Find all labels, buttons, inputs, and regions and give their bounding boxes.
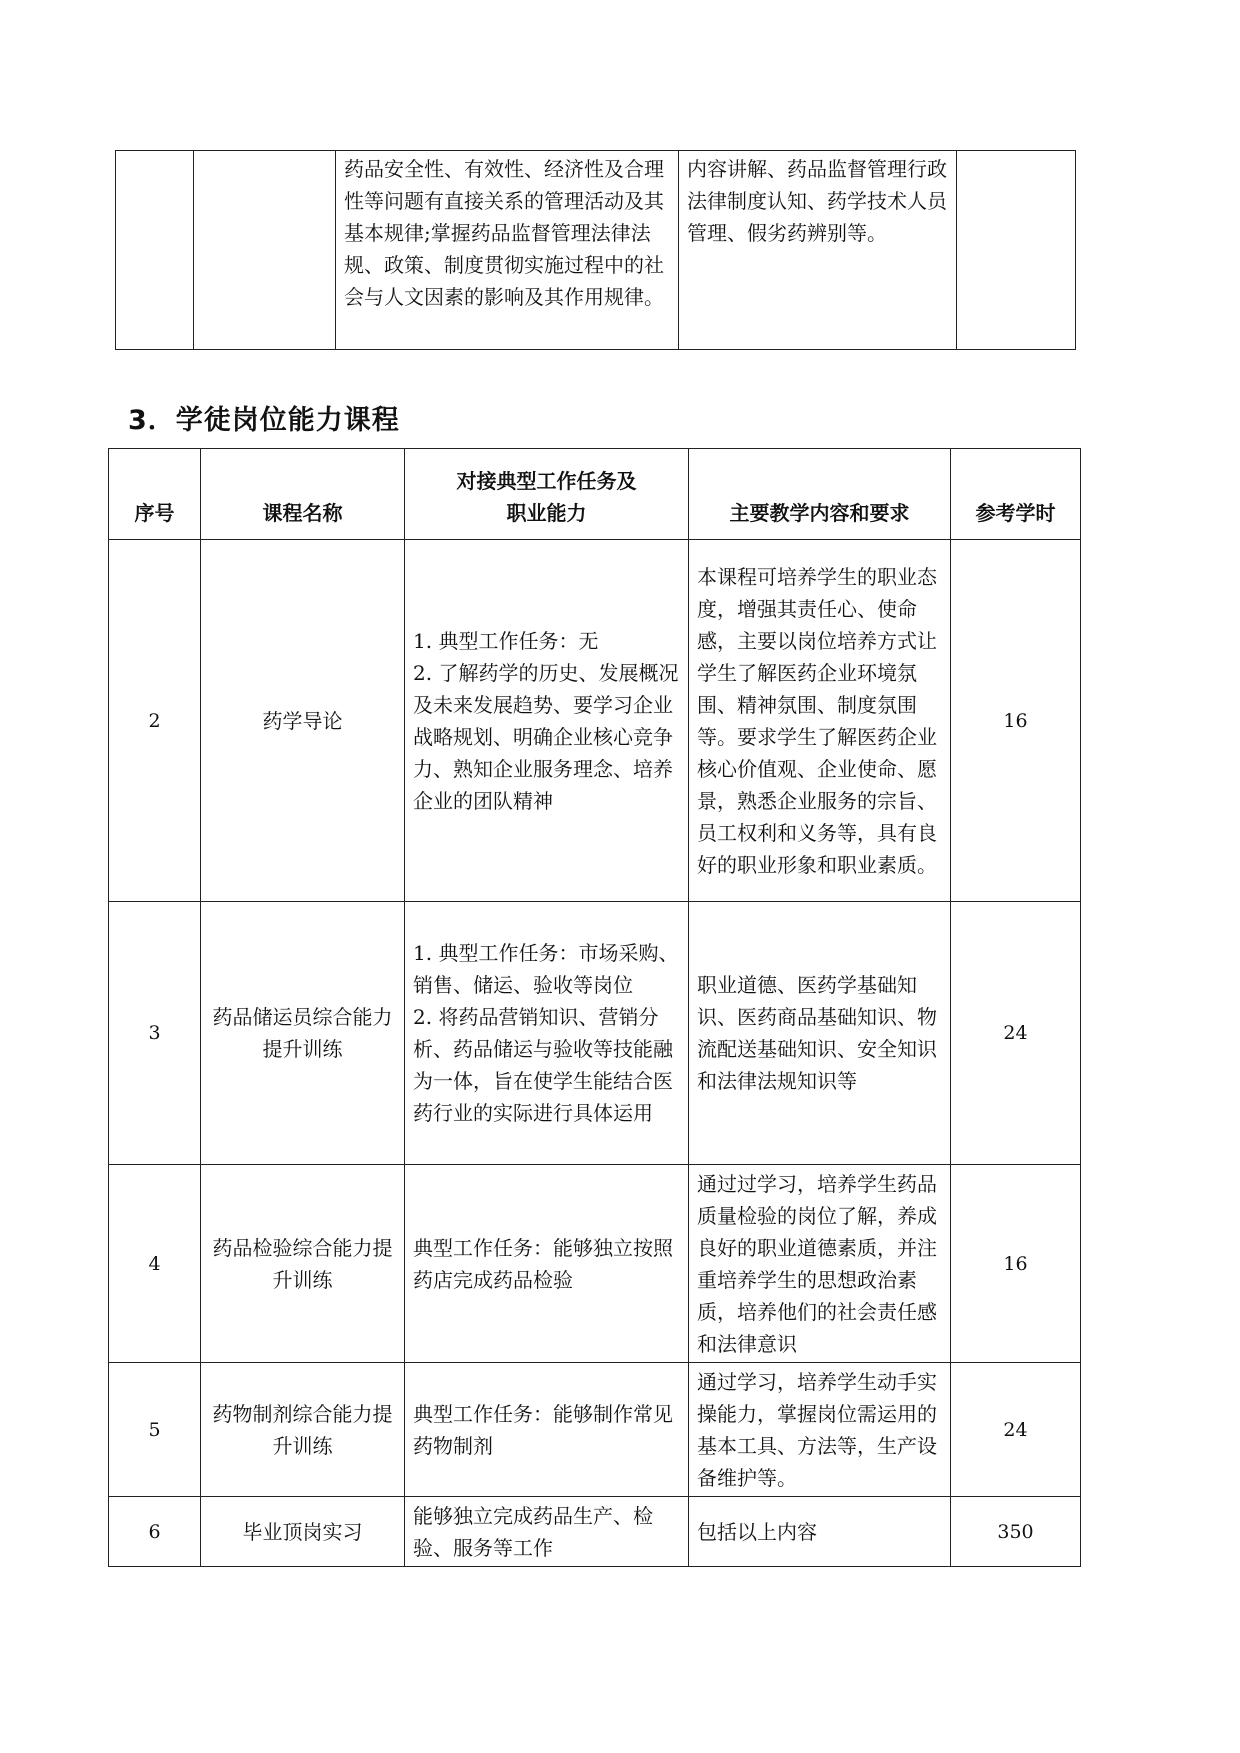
course-name-cell: 药品储运员综合能力提升训练: [201, 902, 405, 1165]
course-name-cell: 毕业顶岗实习: [201, 1497, 405, 1567]
seq-cell: 3: [109, 902, 201, 1165]
hours-cell: 350: [951, 1497, 1081, 1567]
continued-content-cell: 内容讲解、药品监督管理行政法律制度认知、药学技术人员管理、假劣药辨别等。: [679, 151, 957, 350]
content-cell: 本课程可培养学生的职业态度，增强其责任心、使命感，主要以岗位培养方式让学生了解医药企业环境氛围、精神氛围、制度氛围等。要求学生了解医药企业核心价值观、企业使命、愿景，熟悉企业服务的宗旨、员工权利和义务等，具有良好的职业形象和职业素质。: [689, 540, 951, 902]
table-row: [116, 151, 1076, 350]
continued-task-cell: 药品安全性、有效性、经济性及合理性等问题有直接关系的管理活动及其基本规律;掌握药品监督管理法律法规、政策、制度贯彻实施过程中的社会与人文因素的影响及其作用规律。: [336, 151, 679, 350]
content-cell: 职业道德、医药学基础知识、医药商品基础知识、物流配送基础知识、安全知识和法律法规知识等: [689, 902, 951, 1165]
course-name-cell: 药学导论: [201, 540, 405, 902]
header-seq: 序号: [109, 449, 201, 540]
seq-cell: 2: [109, 540, 201, 902]
task-cell: 1. 典型工作任务：无 2. 了解药学的历史、发展概况及未来发展趋势、要学习企业战略规划、明确企业核心竞争力、熟知企业服务理念、培养企业的团队精神: [405, 540, 689, 902]
hours-cell: 24: [951, 902, 1081, 1165]
header-task: 对接典型工作任务及 职业能力: [405, 449, 689, 540]
section-title: 3．学徒岗位能力课程: [128, 405, 400, 436]
table-header-row: [109, 449, 1081, 540]
table-row: [109, 902, 1081, 1165]
header-course-name: 课程名称: [201, 449, 405, 540]
task-cell: 1. 典型工作任务：市场采购、销售、储运、验收等岗位 2. 将药品营销知识、营销分析、药品储运与验收等技能融为一体，旨在使学生能结合医药行业的实际进行具体运用: [405, 902, 689, 1165]
table-row: [109, 1497, 1081, 1567]
hours-cell: 16: [951, 540, 1081, 902]
hours-cell: 24: [951, 1363, 1081, 1497]
seq-cell: 6: [109, 1497, 201, 1567]
continued-hours-cell: [957, 151, 1076, 350]
task-cell: 典型工作任务：能够制作常见药物制剂: [405, 1363, 689, 1497]
seq-cell: 4: [109, 1165, 201, 1363]
course-table: [108, 448, 1081, 1567]
task-cell: 典型工作任务：能够独立按照药店完成药品检验: [405, 1165, 689, 1363]
seq-cell: 5: [109, 1363, 201, 1497]
continued-seq-cell: [116, 151, 194, 350]
course-name-cell: 药品检验综合能力提升训练: [201, 1165, 405, 1363]
hours-cell: 16: [951, 1165, 1081, 1363]
content-cell: 通过学习，培养学生动手实操能力，掌握岗位需运用的基本工具、方法等，生产设备维护等。: [689, 1363, 951, 1497]
table-row: [109, 1165, 1081, 1363]
continued-name-cell: [194, 151, 336, 350]
content-cell: 通过过学习，培养学生药品质量检验的岗位了解，养成良好的职业道德素质，并注重培养学生的思想政治素质，培养他们的社会责任感和法律意识: [689, 1165, 951, 1363]
continued-table: [115, 150, 1076, 350]
table-row: [109, 1363, 1081, 1497]
course-name-cell: 药物制剂综合能力提升训练: [201, 1363, 405, 1497]
task-cell: 能够独立完成药品生产、检验、服务等工作: [405, 1497, 689, 1567]
content-cell: 包括以上内容: [689, 1497, 951, 1567]
header-hours: 参考学时: [951, 449, 1081, 540]
header-content: 主要教学内容和要求: [689, 449, 951, 540]
table-row: [109, 540, 1081, 902]
